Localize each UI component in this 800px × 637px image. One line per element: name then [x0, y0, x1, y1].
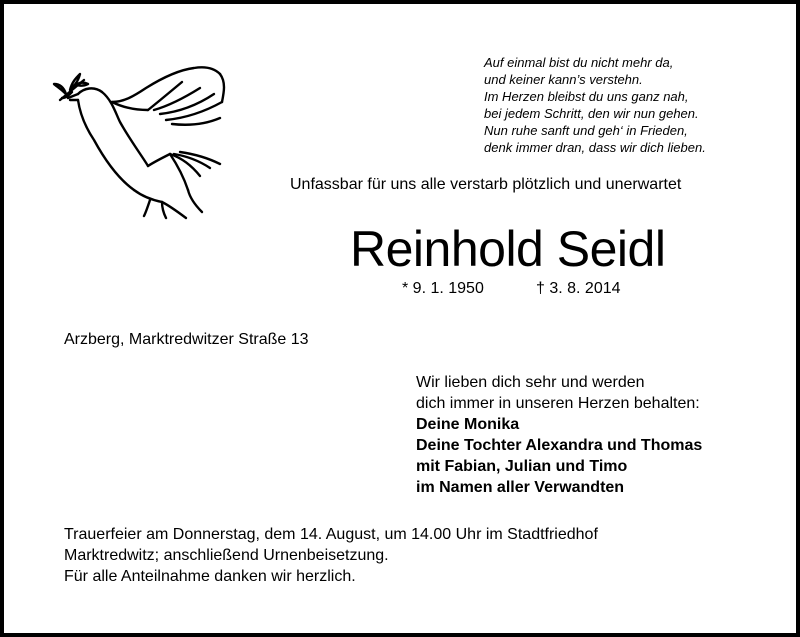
family-member: im Namen aller Verwandten	[416, 479, 625, 496]
funeral-line: Trauerfeier am Donnerstag, dem 14. August, um 14.00 Uhr im Stadtfriedhof	[64, 526, 598, 543]
poem-line: Auf einmal bist du nicht mehr da,	[484, 55, 674, 70]
poem-line: denk immer dran, dass wir dich lieben.	[484, 140, 706, 155]
family-block	[416, 372, 702, 498]
thanks-text: Für alle Anteilnahme danken wir herzlich.	[64, 568, 356, 585]
poem	[484, 54, 784, 156]
poem-line: Nun ruhe sanft und geh‘ in Frieden,	[484, 123, 688, 138]
birth-date: * 9. 1. 1950	[402, 280, 484, 297]
family-message-line: dich immer in unseren Herzen behalten:	[416, 395, 700, 412]
family-member: mit Fabian, Julian und Timo	[416, 458, 628, 475]
funeral-notice	[64, 524, 598, 566]
intro-text: Unfassbar für uns alle verstarb plötzlich und unerwartet	[290, 176, 682, 193]
poem-line: Im Herzen bleibst du uns ganz nah,	[484, 89, 689, 104]
family-member: Deine Tochter Alexandra und Thomas	[416, 437, 703, 454]
funeral-line: Marktredwitz; anschließend Urnenbeisetzung.	[64, 547, 389, 564]
death-date: † 3. 8. 2014	[536, 280, 621, 297]
family-member: Deine Monika	[416, 416, 520, 433]
address: Arzberg, Marktredwitzer Straße 13	[64, 331, 309, 348]
deceased-name: Reinhold Seidl	[350, 221, 666, 277]
poem-line: bei jedem Schritt, den wir nun gehen.	[484, 106, 699, 121]
family-message-line: Wir lieben dich sehr und werden	[416, 374, 645, 391]
dove-icon	[50, 62, 250, 222]
poem-line: und keiner kann’s verstehn.	[484, 72, 643, 87]
